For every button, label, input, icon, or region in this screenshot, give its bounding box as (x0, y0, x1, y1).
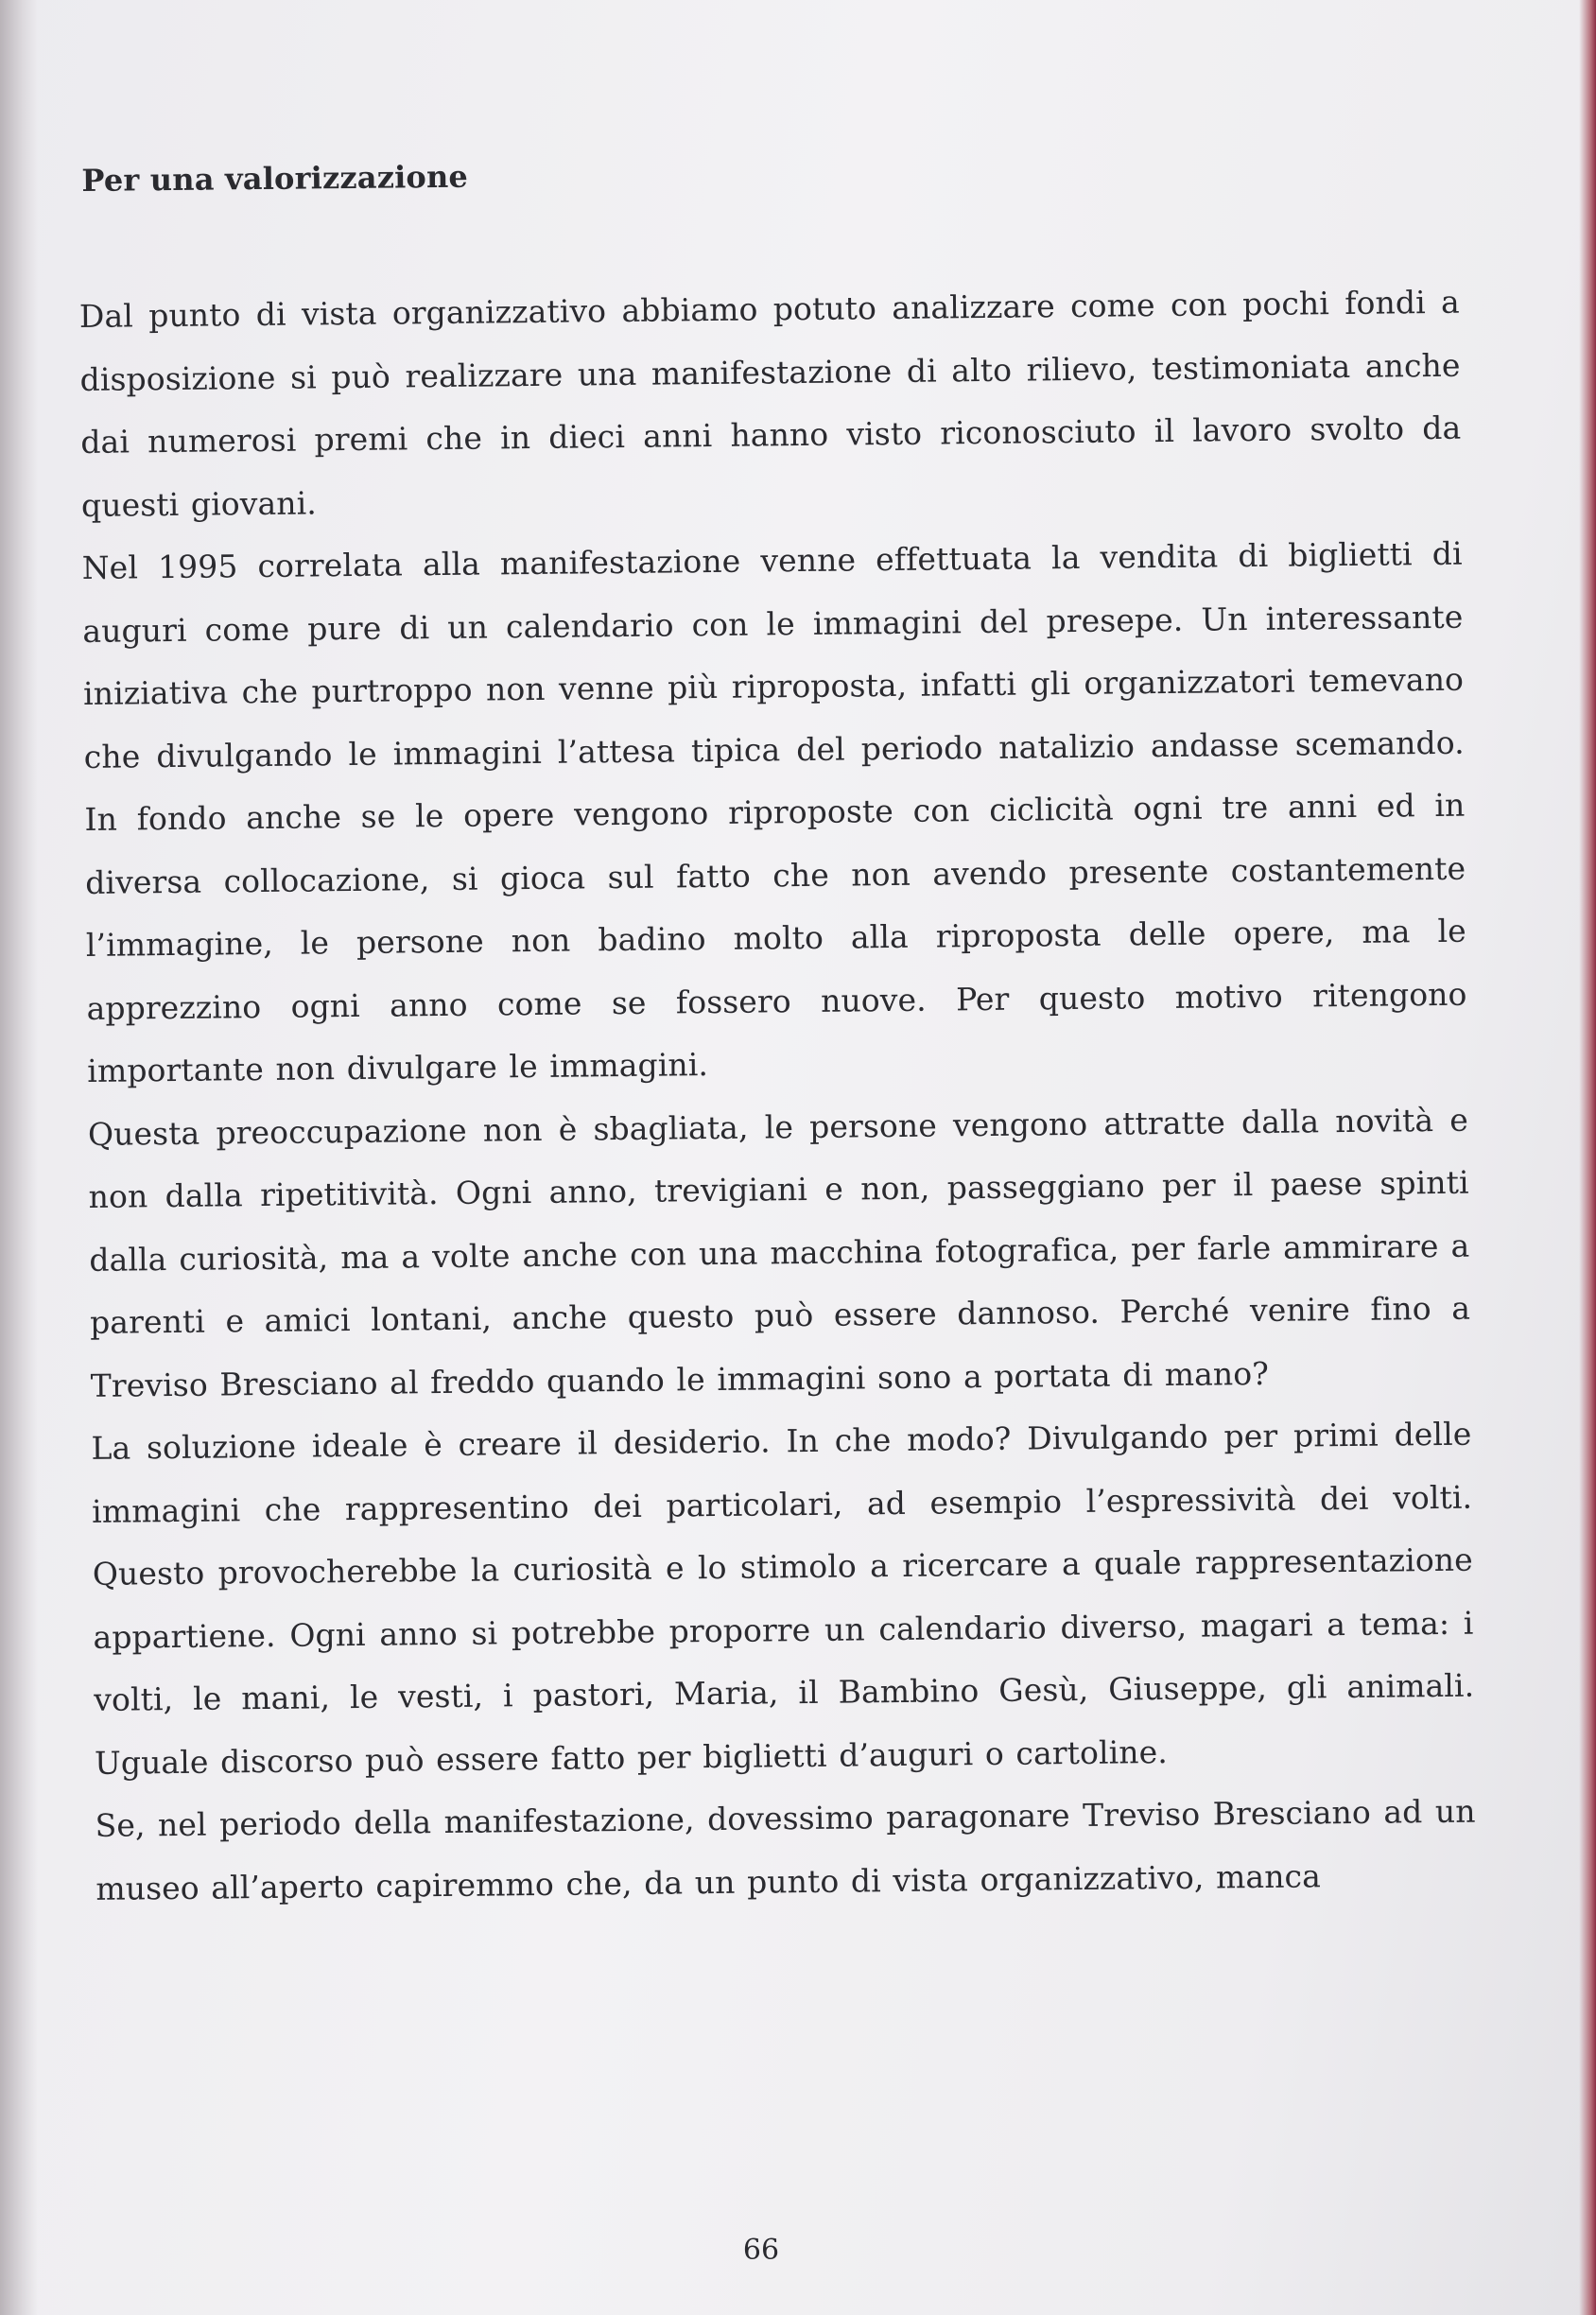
paragraph-1: Dal punto di vista organizzativo abbiamo potuto analizzare come con pochi fondi a disposizione si può realizzare una manifestazione di alto rilievo, testimoniata anche dai numerosi premi che in dieci anni hanno visto riconosciuto il lavoro svolto da questi giovani. (78, 283, 1462, 524)
body-text (79, 271, 1477, 1921)
page-text-block (78, 128, 1477, 1921)
paragraph-2: Nel 1995 correlata alla manifestazione venne effettuata la vendita di biglietti di auguri come pure di un calendario con le immagini del presepe. Un interessante iniziativa che purtroppo non venne più riproposta, infatti gli organizzatori temevano che divulgando le immagini l’attesa tipica del periodo natalizio andasse scemando. In fondo anche se le opere vengono riproposte con ciclicità ogni tre anni ed in diversa collocazione, si gioca sul fatto che non avendo presente costantemente l’immagine, le persone non badino molto alla riproposta delle opere, ma le apprezzino ogni anno come se fossero nuove. Per questo motivo ritengono importante non divulgare le immagini. (81, 534, 1467, 1089)
paragraph-4: La soluzione ideale è creare il desiderio. In che modo? Divulgando per primi delle immagini che rappresentino dei particolari, ad esempio l’espressività dei volti. Questo provocherebbe la curiosità e lo stimolo a ricercare a quale rappresentazione appartiene. Ogni anno si potrebbe proporre un calendario diverso, magari a tema: i volti, le mani, le vesti, i pastori, Maria, il Bambino Gesù, Giuseppe, gli animali. Uguale discorso può essere fatto per biglietti d’auguri o cartoline. (91, 1415, 1475, 1782)
paragraph-5: Se, nel periodo della manifestazione, dovessimo paragonare Treviso Bresciano ad un museo all’aperto capiremmo che, da un punto di vista organizzativo, manca (95, 1792, 1476, 1907)
page-binding-shadow (0, 0, 38, 2315)
page-number: 66 (742, 2234, 780, 2267)
paragraph-3: Questa preoccupazione non è sbagliata, le persone vengono attratte dalla novità e non dalla ripetitività. Ogni anno, trevigiani e non, passeggiano per il paese spinti dalla curiosità, ma a volte anche con una macchina fotografica, per farle ammirare a parenti e amici lontani, anche questo può essere dannoso. Perché venire fino a Treviso Bresciano al freddo quando le immagini sono a portata di mano? (87, 1101, 1471, 1404)
section-heading: Per una valorizzazione (81, 158, 469, 199)
book-cover-edge (1579, 0, 1596, 2315)
